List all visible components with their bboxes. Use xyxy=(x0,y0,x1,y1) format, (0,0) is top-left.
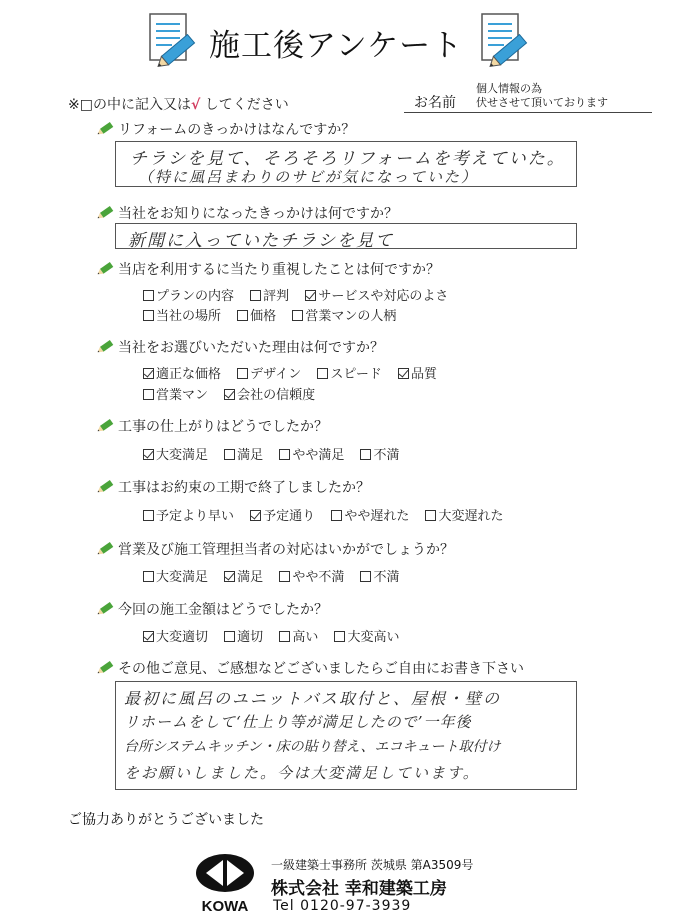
option[interactable] xyxy=(279,626,318,645)
option-label: 大変遅れた xyxy=(438,509,504,524)
option[interactable] xyxy=(143,566,208,585)
option-label: やや遅れた xyxy=(344,509,410,524)
option-row xyxy=(143,444,411,463)
option-label: 適切 xyxy=(237,630,264,645)
option[interactable] xyxy=(279,566,344,585)
question-3 xyxy=(96,259,440,279)
option-label: 大変満足 xyxy=(156,448,209,463)
option-row xyxy=(143,363,449,382)
option[interactable] xyxy=(360,566,399,585)
option[interactable] xyxy=(143,444,208,463)
question-text: 工事はお約束の工期で終了しましたか？ xyxy=(118,480,370,496)
question-text: 当社をお選びいただいた理由は何ですか？ xyxy=(118,340,384,356)
option-label: 会社の信頼度 xyxy=(237,388,316,403)
company-license: 一級建築士事務所 茨城県 第A3509号 xyxy=(271,858,474,872)
checkbox[interactable] xyxy=(224,631,235,642)
checkbox[interactable] xyxy=(279,631,290,642)
option-label: デザイン xyxy=(250,367,302,382)
handwritten-answer-line: 台所システムキッチン・床の貼り替え、エコキュート取付け xyxy=(124,739,501,755)
name-label: お名前 xyxy=(414,95,456,111)
option[interactable] xyxy=(237,363,301,382)
option-label: やや不満 xyxy=(292,570,345,585)
question-6 xyxy=(96,477,370,497)
company-name: 株式会社 幸和建築工房 xyxy=(271,879,447,899)
option-row xyxy=(143,285,460,304)
logo-text: KOWA xyxy=(201,898,249,915)
document-pencil-icon xyxy=(478,12,530,68)
option[interactable] xyxy=(292,305,396,324)
question-text: 今回の施工金額はどうでしたか？ xyxy=(118,602,328,618)
option-label: 予定通り xyxy=(263,509,316,524)
option-label: 大変適切 xyxy=(156,630,209,645)
comments-box[interactable] xyxy=(115,681,577,790)
option-label: 満足 xyxy=(237,448,264,463)
option-label: 不満 xyxy=(373,448,400,463)
option-label: 大変高い xyxy=(347,630,400,645)
checkbox[interactable] xyxy=(317,368,328,379)
option-label: 適正な価格 xyxy=(156,367,222,382)
handwritten-answer-line: をお願いしました。今は大変満足しています。 xyxy=(124,764,480,782)
checkbox-checked[interactable] xyxy=(143,631,154,642)
checkbox[interactable] xyxy=(143,571,154,582)
header xyxy=(0,10,680,70)
checkbox-checked[interactable] xyxy=(398,368,409,379)
handwritten-answer-line: リホームをして‘仕上り等が満足したので’一年後 xyxy=(124,713,472,731)
option-row xyxy=(143,384,327,403)
question-4 xyxy=(96,337,384,357)
option[interactable] xyxy=(279,444,344,463)
checkbox-checked[interactable] xyxy=(143,449,154,460)
option-label: 品質 xyxy=(411,367,438,382)
checkbox[interactable] xyxy=(279,571,290,582)
pencil-icon xyxy=(96,205,114,221)
option-row xyxy=(143,626,411,645)
pencil-icon xyxy=(96,121,114,137)
option[interactable] xyxy=(250,505,315,524)
pencil-icon xyxy=(96,261,114,277)
checkbox[interactable] xyxy=(250,290,261,301)
option[interactable] xyxy=(317,363,381,382)
handwritten-answer-line: 新聞に入っていたチラシを見て xyxy=(128,231,394,251)
option-label: 予定より早い xyxy=(156,509,235,524)
answer-box-1[interactable] xyxy=(115,141,577,187)
option[interactable] xyxy=(398,363,437,382)
instruction-suffix: してください xyxy=(200,97,289,113)
question-text: 工事の仕上がりはどうでしたか？ xyxy=(118,419,328,435)
name-field-underline xyxy=(404,112,652,113)
question-text: 営業及び施工管理担当者の対応はいかがでしょうか？ xyxy=(118,542,454,558)
option-row xyxy=(143,566,411,585)
checkbox[interactable] xyxy=(143,510,154,521)
pencil-icon xyxy=(96,418,114,434)
option[interactable] xyxy=(224,444,263,463)
thanks-text: ご協力ありがとうございました xyxy=(68,812,264,828)
option-label: 評判 xyxy=(263,289,290,304)
checkbox-checked[interactable] xyxy=(250,510,261,521)
handwritten-answer-line: チラシを見て、そろそろリフォームを考えていた。 xyxy=(130,149,566,169)
option-label: 高い xyxy=(292,630,319,645)
option-label: 不満 xyxy=(373,570,400,585)
option-row xyxy=(143,305,408,324)
checkbox[interactable] xyxy=(360,449,371,460)
option-label: スピード xyxy=(330,367,382,382)
option[interactable] xyxy=(143,626,208,645)
option[interactable] xyxy=(237,305,276,324)
option[interactable] xyxy=(143,285,234,304)
checkbox-checked[interactable] xyxy=(224,389,235,400)
question-text: リフォームのきっかけはなんですか？ xyxy=(118,122,356,138)
checkbox[interactable] xyxy=(292,310,303,321)
option[interactable] xyxy=(250,285,289,304)
option[interactable] xyxy=(334,626,399,645)
question-2 xyxy=(96,203,398,223)
question-9 xyxy=(96,658,524,678)
option-row xyxy=(143,505,515,524)
handwritten-answer-line: 最初に風呂のユニットバス取付と、屋根・壁の xyxy=(124,689,502,708)
option-label: 大変満足 xyxy=(156,570,209,585)
option-label: 営業マン xyxy=(156,388,209,403)
instruction-prefix: ※□の中に記入又は xyxy=(68,97,191,113)
option[interactable] xyxy=(331,505,409,524)
option[interactable] xyxy=(305,285,448,304)
pencil-icon xyxy=(96,601,114,617)
option[interactable] xyxy=(224,566,263,585)
pencil-icon xyxy=(96,479,114,495)
question-text: 当社をお知りになったきっかけは何ですか？ xyxy=(118,206,398,222)
option[interactable] xyxy=(143,505,234,524)
question-8 xyxy=(96,599,328,619)
checkbox[interactable] xyxy=(331,510,342,521)
question-text: その他ご意見、ご感想などございましたらご自由にお書き下さい xyxy=(118,661,524,677)
option-label: プランの内容 xyxy=(156,289,235,304)
question-7 xyxy=(96,539,454,559)
option[interactable] xyxy=(360,444,399,463)
pencil-icon xyxy=(96,660,114,676)
option-label: 当社の場所 xyxy=(156,309,222,324)
page-title: 施工後アンケート xyxy=(209,28,464,64)
question-1 xyxy=(96,119,355,139)
checkbox[interactable] xyxy=(143,290,154,301)
option[interactable] xyxy=(143,384,208,403)
option[interactable] xyxy=(143,305,221,324)
pencil-icon xyxy=(96,541,114,557)
checkbox[interactable] xyxy=(143,310,154,321)
handwritten-answer-line: （特に風呂まわりのサビが気になっていた） xyxy=(138,168,479,186)
checkbox[interactable] xyxy=(143,389,154,400)
option[interactable] xyxy=(224,384,315,403)
question-text: 当店を利用するに当たり重視したことは何ですか？ xyxy=(118,262,440,278)
option[interactable] xyxy=(425,505,503,524)
option[interactable] xyxy=(143,363,221,382)
option-label: やや満足 xyxy=(292,448,345,463)
checkbox-checked[interactable] xyxy=(224,571,235,582)
kowa-logo xyxy=(192,851,258,915)
checkbox-checked[interactable] xyxy=(305,290,316,301)
instruction-text xyxy=(68,94,289,114)
checkbox[interactable] xyxy=(334,631,345,642)
name-privacy-note xyxy=(476,82,608,110)
checkbox[interactable] xyxy=(279,449,290,460)
checkbox[interactable] xyxy=(237,368,248,379)
option-label: サービスや対応のよさ xyxy=(318,289,449,304)
check-mark-icon: √ xyxy=(190,97,201,113)
option-label: 満足 xyxy=(237,570,264,585)
document-pencil-icon xyxy=(146,12,198,68)
option-label: 価格 xyxy=(250,309,277,324)
name-note-line: 個人情報の為 xyxy=(476,82,542,95)
option[interactable] xyxy=(224,626,263,645)
checkbox[interactable] xyxy=(360,571,371,582)
option-label: 営業マンの人柄 xyxy=(305,309,397,324)
checkbox[interactable] xyxy=(237,310,248,321)
checkbox[interactable] xyxy=(224,449,235,460)
checkbox-checked[interactable] xyxy=(143,368,154,379)
checkbox[interactable] xyxy=(425,510,436,521)
name-note-line: 伏せさせて頂いております xyxy=(476,96,608,109)
answer-box-2[interactable] xyxy=(115,223,577,249)
question-5 xyxy=(96,416,328,436)
company-tel: Tel 0120-97-3939 xyxy=(273,898,412,914)
pencil-icon xyxy=(96,339,114,355)
